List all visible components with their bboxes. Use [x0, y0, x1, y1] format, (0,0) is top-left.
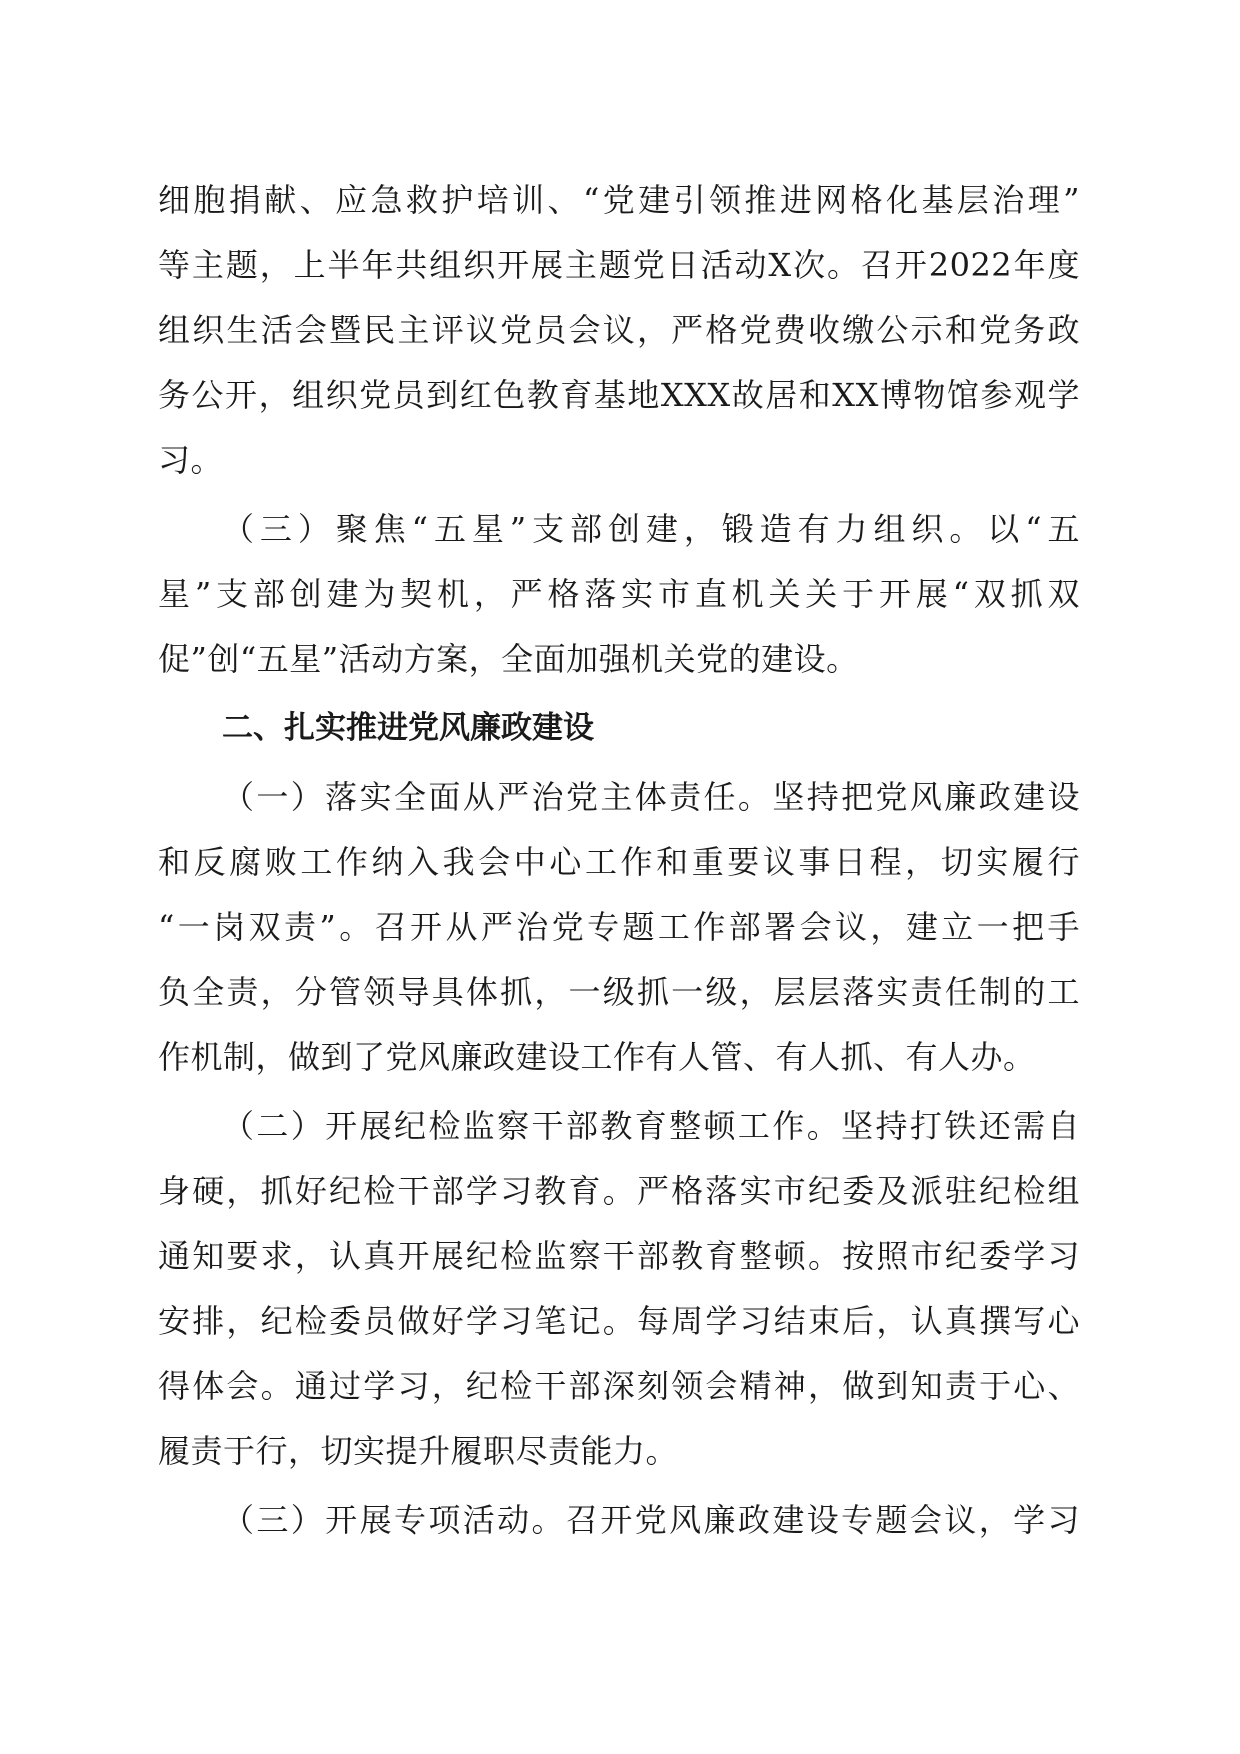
text-line: 得体会。通过学习，纪检干部深刻领会精神，做到知责于心、	[158, 1367, 1080, 1405]
paragraph-4	[158, 1094, 1080, 1484]
text-line: （三）开展专项活动。召开党风廉政建设专题会议，学习	[222, 1501, 1080, 1539]
text-line: 细胞捐献、应急救护培训、“党建引领推进网格化基层治理”	[158, 181, 1080, 219]
text-line: 负全责，分管领导具体抓，一级抓一级，层层落实责任制的工	[158, 973, 1080, 1011]
paragraph-5	[158, 1488, 1080, 1553]
text-line: 星”支部创建为契机，严格落实市直机关关于开展“双抓双	[158, 575, 1080, 613]
text-line: （三）聚焦“五星”支部创建，锻造有力组织。以“五	[222, 510, 1080, 548]
text-line: 和反腐败工作纳入我会中心工作和重要议事日程，切实履行	[158, 843, 1080, 881]
text-line: 身硬，抓好纪检干部学习教育。严格落实市纪委及派驻纪检组	[158, 1172, 1080, 1210]
text-line: 组织生活会暨民主评议党员会议，严格党费收缴公示和党务政	[158, 311, 1080, 349]
paragraph-3	[158, 765, 1080, 1090]
text-line: 务公开，组织党员到红色教育基地XXX故居和XX博物馆参观学	[158, 376, 1080, 414]
text-line: 等主题，上半年共组织开展主题党日活动X次。召开2022年度	[158, 246, 1080, 284]
text-line: 习。	[158, 441, 224, 479]
text-line: 履责于行，切实提升履职尽责能力。	[158, 1432, 679, 1470]
paragraph-1	[158, 168, 1080, 493]
text-line: 促”创“五星”活动方案，全面加强机关党的建设。	[158, 640, 859, 678]
text-line: 安排，纪检委员做好学习笔记。每周学习结束后，认真撰写心	[158, 1302, 1080, 1340]
text-line: “一岗双责”。召开从严治党专题工作部署会议，建立一把手	[158, 908, 1080, 946]
text-line: 作机制，做到了党风廉政建设工作有人管、有人抓、有人办。	[158, 1038, 1036, 1076]
paragraph-2	[158, 497, 1080, 692]
text-line: （二）开展纪检监察干部教育整顿工作。坚持打铁还需自	[222, 1107, 1080, 1145]
document-body	[158, 168, 1080, 1553]
text-line: 通知要求，认真开展纪检监察干部教育整顿。按照市纪委学习	[158, 1237, 1080, 1275]
section-heading: 二、扎实推进党风廉政建设	[222, 710, 594, 746]
text-line: （一）落实全面从严治党主体责任。坚持把党风廉政建设	[222, 778, 1080, 816]
